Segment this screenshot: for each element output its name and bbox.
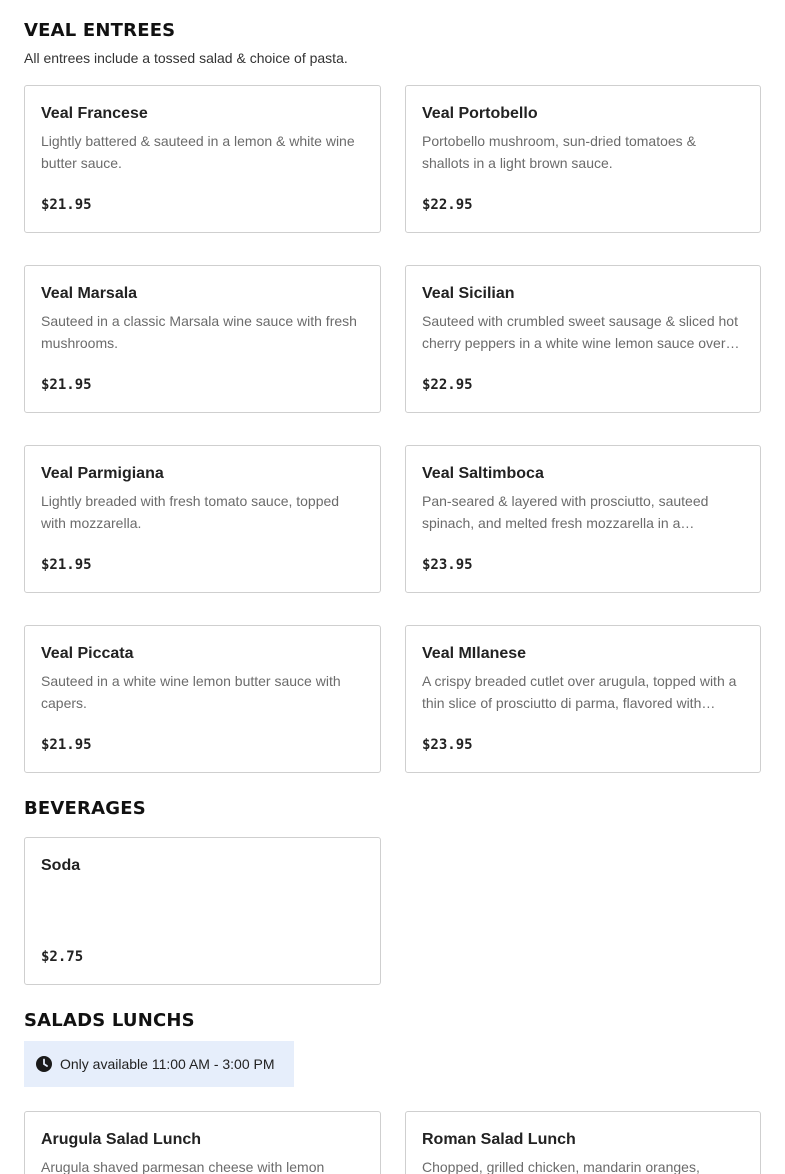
- menu-item-description: Lightly battered & sauteed in a lemon & white wine butter sauce.: [41, 133, 355, 171]
- availability-banner: [24, 1041, 294, 1087]
- menu-item-price: $21.95: [41, 557, 92, 573]
- menu-item-card[interactable]: [24, 625, 381, 773]
- menu-item-description: [41, 882, 364, 926]
- menu-item-name: Veal MIlanese: [422, 645, 527, 662]
- availability-text: Only available 11:00 AM - 3:00 PM: [60, 1056, 275, 1072]
- menu-item-name: Veal Marsala: [41, 285, 138, 302]
- menu-item-description: Sauteed with crumbled sweet sausage & sliced hot cherry peppers in a white wine lemon sauce over…: [422, 313, 740, 351]
- menu-item-price: $21.95: [41, 377, 92, 393]
- menu-item-description: Chopped, grilled chicken, mandarin oranges,: [422, 1159, 700, 1174]
- menu-item-card[interactable]: [405, 445, 761, 593]
- menu-item-description: Portobello mushroom, sun-dried tomatoes & shallots in a light brown sauce.: [422, 133, 696, 171]
- menu-item-card[interactable]: [24, 1111, 381, 1174]
- section-title-beverages: BEVERAGES: [24, 798, 146, 819]
- menu-item-card[interactable]: [405, 625, 761, 773]
- menu-item-description: Sauteed in a white wine lemon butter sauce with capers.: [41, 673, 341, 711]
- menu-item-card[interactable]: [24, 85, 381, 233]
- menu-item-name: Veal Sicilian: [422, 285, 515, 302]
- menu-item-name: Veal Piccata: [41, 645, 134, 662]
- menu-item-description: Lightly breaded with fresh tomato sauce, topped with mozzarella.: [41, 493, 340, 531]
- menu-item-name: Veal Francese: [41, 105, 148, 122]
- menu-item-name: Veal Saltimboca: [422, 465, 544, 482]
- menu-item-name: Veal Parmigiana: [41, 465, 164, 482]
- menu-item-price: $23.95: [422, 557, 473, 573]
- menu-item-card[interactable]: [24, 265, 381, 413]
- section-title-veal-entrees: VEAL ENTREES: [24, 20, 176, 41]
- menu-item-name: Roman Salad Lunch: [422, 1131, 576, 1148]
- menu-item-name: Veal Portobello: [422, 105, 538, 122]
- menu-item-card[interactable]: [405, 265, 761, 413]
- section-subtitle-veal-entrees: All entrees include a tossed salad & choice of pasta.: [24, 50, 348, 66]
- menu-item-name: Arugula Salad Lunch: [41, 1131, 202, 1148]
- menu-item-price: $22.95: [422, 377, 473, 393]
- menu-item-price: $21.95: [41, 737, 92, 753]
- section-title-salads-lunchs: SALADS LUNCHS: [24, 1010, 195, 1031]
- menu-item-price: $23.95: [422, 737, 473, 753]
- menu-item-card[interactable]: [405, 1111, 761, 1174]
- menu-item-card[interactable]: [24, 445, 381, 593]
- menu-item-name: Soda: [41, 857, 81, 874]
- clock-icon: [36, 1056, 52, 1072]
- menu-item-description: Arugula shaved parmesan cheese with lemon: [41, 1159, 325, 1174]
- menu-item-card[interactable]: [24, 837, 381, 985]
- menu-item-description: Pan-seared & layered with prosciutto, sauteed spinach, and melted fresh mozzarella in a…: [422, 493, 709, 531]
- menu-item-price: $2.75: [41, 949, 84, 965]
- menu-item-price: $22.95: [422, 197, 473, 213]
- menu-item-description: A crispy breaded cutlet over arugula, topped with a thin slice of prosciutto di parma, flavored with…: [422, 673, 737, 711]
- menu-item-price: $21.95: [41, 197, 92, 213]
- menu-item-description: Sauteed in a classic Marsala wine sauce with fresh mushrooms.: [41, 313, 357, 351]
- menu-item-card[interactable]: [405, 85, 761, 233]
